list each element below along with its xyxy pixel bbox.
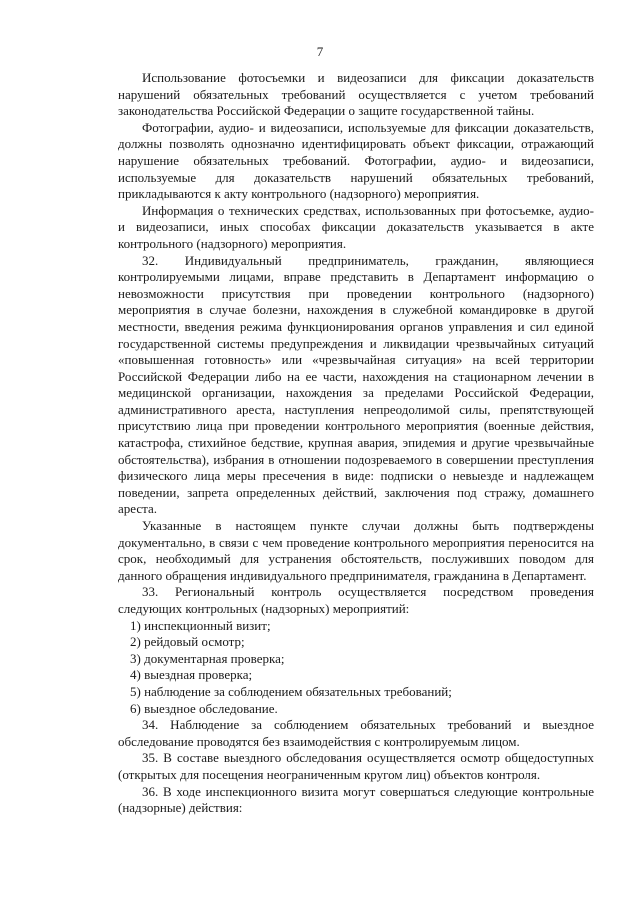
paragraph-documentary-confirmation: Указанные в настоящем пункте случаи должны быть подтверждены документально, в связи с чем проведение контрольного мероприятия переносится на срок, необходимый для устранения обстоятельств, послуживших поводом для данного обращения индивидуального предпринимателя, гражданина в Департамент.: [118, 518, 594, 583]
list-item: 3) документарная проверка;: [130, 650, 285, 666]
list-item: 5) наблюдение за соблюдением обязательных требований;: [130, 683, 452, 699]
paragraph-clause-35: 35. В составе выездного обследования осуществляется осмотр общедоступных (открытых для посещения неограниченным кругом лиц) объектов контроля.: [118, 750, 594, 782]
paragraph-photo-video-secrecy: Использование фотосъемки и видеозаписи для фиксации доказательств нарушений обязательных требований осуществляется с учетом требований законодательства Российской Федерации о защите государственной тайны.: [118, 70, 594, 119]
paragraph-clause-34: 34. Наблюдение за соблюдением обязательных требований и выездное обследование проводятся без взаимодействия с контролируемым лицом.: [118, 717, 594, 749]
paragraph-photo-identification: Фотографии, аудио- и видеозаписи, используемые для фиксации доказательств, должны позволять однозначно идентифицировать объект фиксации, отражающий нарушение обязательных требований. Фотографии, аудио- и видеозаписи, используемые для доказательств нарушений обязательных требований, прикладываются к акту контрольного (надзорного) мероприятия.: [118, 119, 594, 202]
page-number: 7: [316, 44, 324, 59]
paragraph-clause-32: 32. Индивидуальный предприниматель, гражданин, являющиеся контролируемыми лицами, вправе представить в Департамент информацию о невозможности присутствия при проведении контрольного (надзорного) мероприятия в случае болезни, нахождения в служебной командировке в другой местности, введения режима функционирования органов управления и сил единой государственной системы предупреждения и ликвидации чрезвычайных ситуаций «повышенная готовность» или «чрезвычайная ситуация» на всей территории Российской Федерации либо на ее части, нахождения на стационарном лечении в медицинской организации, нахождения за пределами Российской Федерации, административного ареста, наступления непреодолимой силы, препятствующей присутствию лица при проведении контрольного мероприятия (военные действия, катастрофа, стихийное бедствие, крупная авария, эпидемия и другие чрезвычайные обстоятельства), избрания в отношении подозреваемого в совершении преступления физического лица меры пресечения в виде: подписки о невыезде и надлежащем поведении, запрета определенных действий, заключения под стражу, домашнего ареста.: [118, 252, 594, 517]
paragraph-clause-36: 36. В ходе инспекционного визита могут совершаться следующие контрольные (надзорные) действия:: [118, 783, 594, 816]
list-item: 6) выездное обследование.: [130, 700, 278, 716]
list-item: 1) инспекционный визит;: [130, 617, 271, 633]
paragraph-technical-means: Информация о технических средствах, использованных при фотосъемке, аудио- и видеозаписи, иных способах фиксации доказательств указывается в акте контрольного (надзорного) мероприятия.: [118, 202, 594, 251]
paragraph-clause-33: 33. Региональный контроль осуществляется посредством проведения следующих контрольных (надзорных) мероприятий:: [118, 584, 594, 616]
list-item: 4) выездная проверка;: [130, 667, 253, 683]
list-item: 2) рейдовый осмотр;: [130, 634, 245, 650]
document-body: [118, 70, 594, 817]
